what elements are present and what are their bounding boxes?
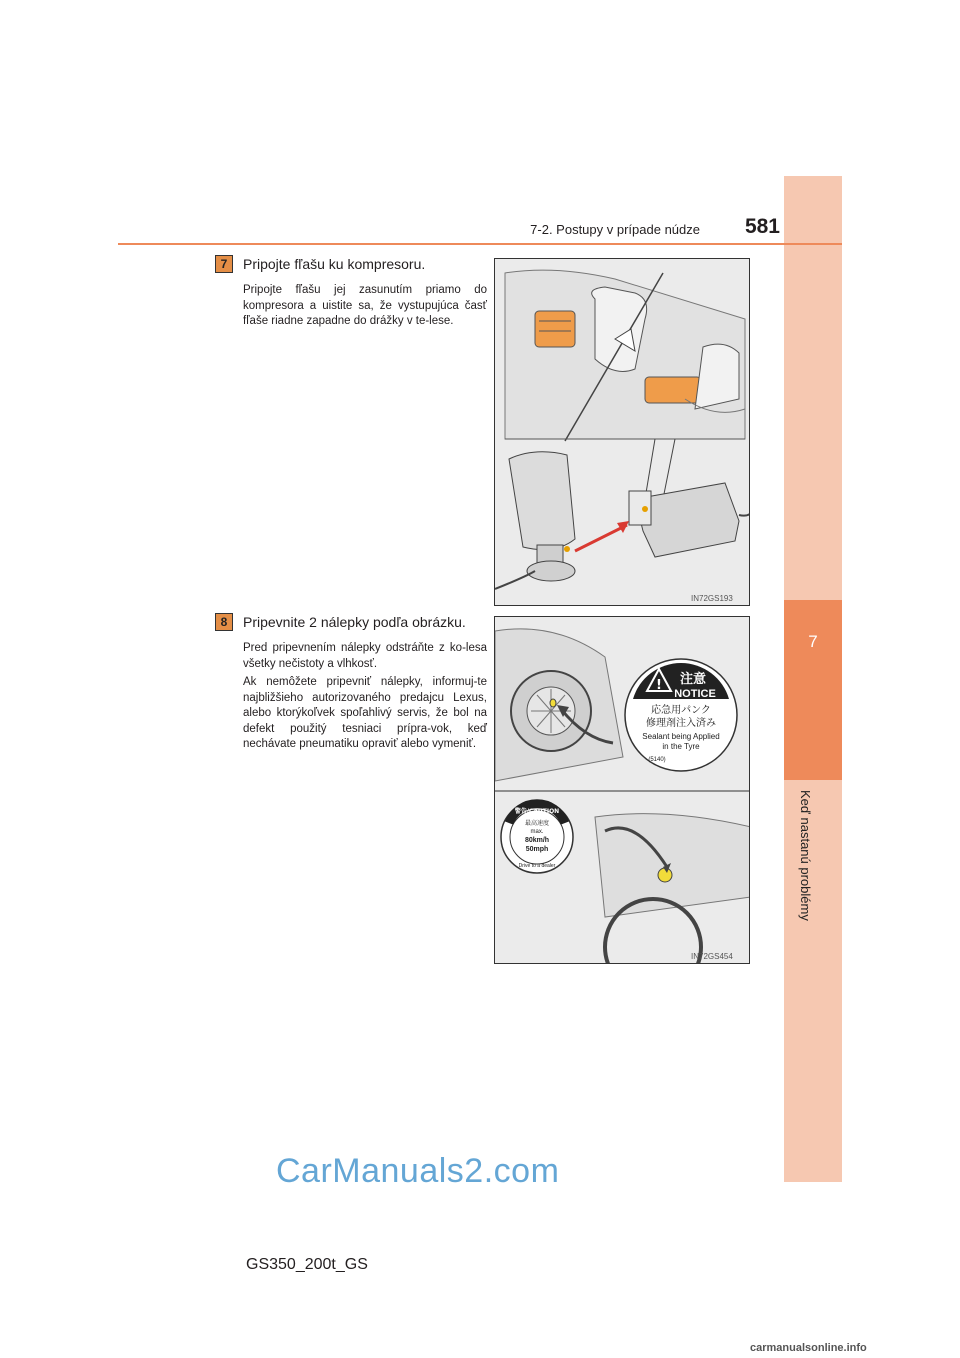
figure-code-193: IN72GS193 <box>691 594 733 603</box>
step-7-title: Pripojte fľašu ku kompresoru. <box>243 256 426 272</box>
svg-text:!: ! <box>656 678 662 693</box>
notice-label: NOTICE <box>674 688 716 700</box>
step-7-badge: 7 <box>215 255 233 273</box>
chapter-number: 7 <box>808 632 818 651</box>
caution-kanji: 最高速度 <box>524 820 550 827</box>
notice-line-3: Sealant being Applied <box>642 732 720 741</box>
step-8-text-2: Ak nemôžete pripevniť nálepky, informuj-te najbližšieho autorizovaného predajcu Lexus, alebo ktorýkoľvek spoľahlivý servis, že bol na defekt použitý tesniaci prípra-vok, keď nechávate pneumatiku opraviť alebo vymeniť. <box>243 676 487 750</box>
notice-kanji-top: 注意 <box>679 672 707 687</box>
chapter-tab-active[interactable] <box>784 600 842 780</box>
notice-line-2: 修理剤注入済み <box>646 718 716 729</box>
model-code: GS350_200t_GS <box>246 1256 368 1273</box>
caution-ring-text: 警告/CAUTION <box>514 808 560 815</box>
caution-bottom-text: Drive to a dealer <box>518 863 556 869</box>
caution-speed-kmh: 80km/h <box>524 837 550 844</box>
step-7-text: Pripojte fľašu jej zasunutím priamo do kompresora a uistite sa, že vystupujúca časť fľaše riadne zapadne do drážky v te-lese. <box>243 284 487 327</box>
header-rule <box>118 243 842 245</box>
step-8-text-1: Pred pripevnením nálepky odstráňte z ko-lesa všetky nečistoty a vlhkosť. <box>243 642 487 670</box>
notice-line-1: 応急用パンク <box>651 705 711 716</box>
notice-code: (5140) <box>648 757 666 763</box>
step-8-title: Pripevnite 2 nálepky podľa obrázku. <box>243 614 466 630</box>
compressor-bottle-figure <box>494 258 750 606</box>
notice-line-4: in the Tyre <box>662 742 700 751</box>
step-8-badge: 8 <box>215 613 233 631</box>
site-watermark[interactable]: carmanualsonline.info <box>750 1342 867 1354</box>
chapter-title: Keď nastanú problémy <box>798 790 813 921</box>
figure-code-454: IN72GS454 <box>691 952 733 961</box>
watermark-carmanuals[interactable]: CarManuals2.com <box>276 1152 560 1190</box>
caution-max: max. <box>530 829 544 835</box>
caution-speed-mph: 50mph <box>525 846 549 853</box>
section-title: 7-2. Postupy v prípade núdze <box>530 222 700 237</box>
page-number: 581 <box>744 215 780 238</box>
sticker-placement-figure <box>494 616 750 964</box>
